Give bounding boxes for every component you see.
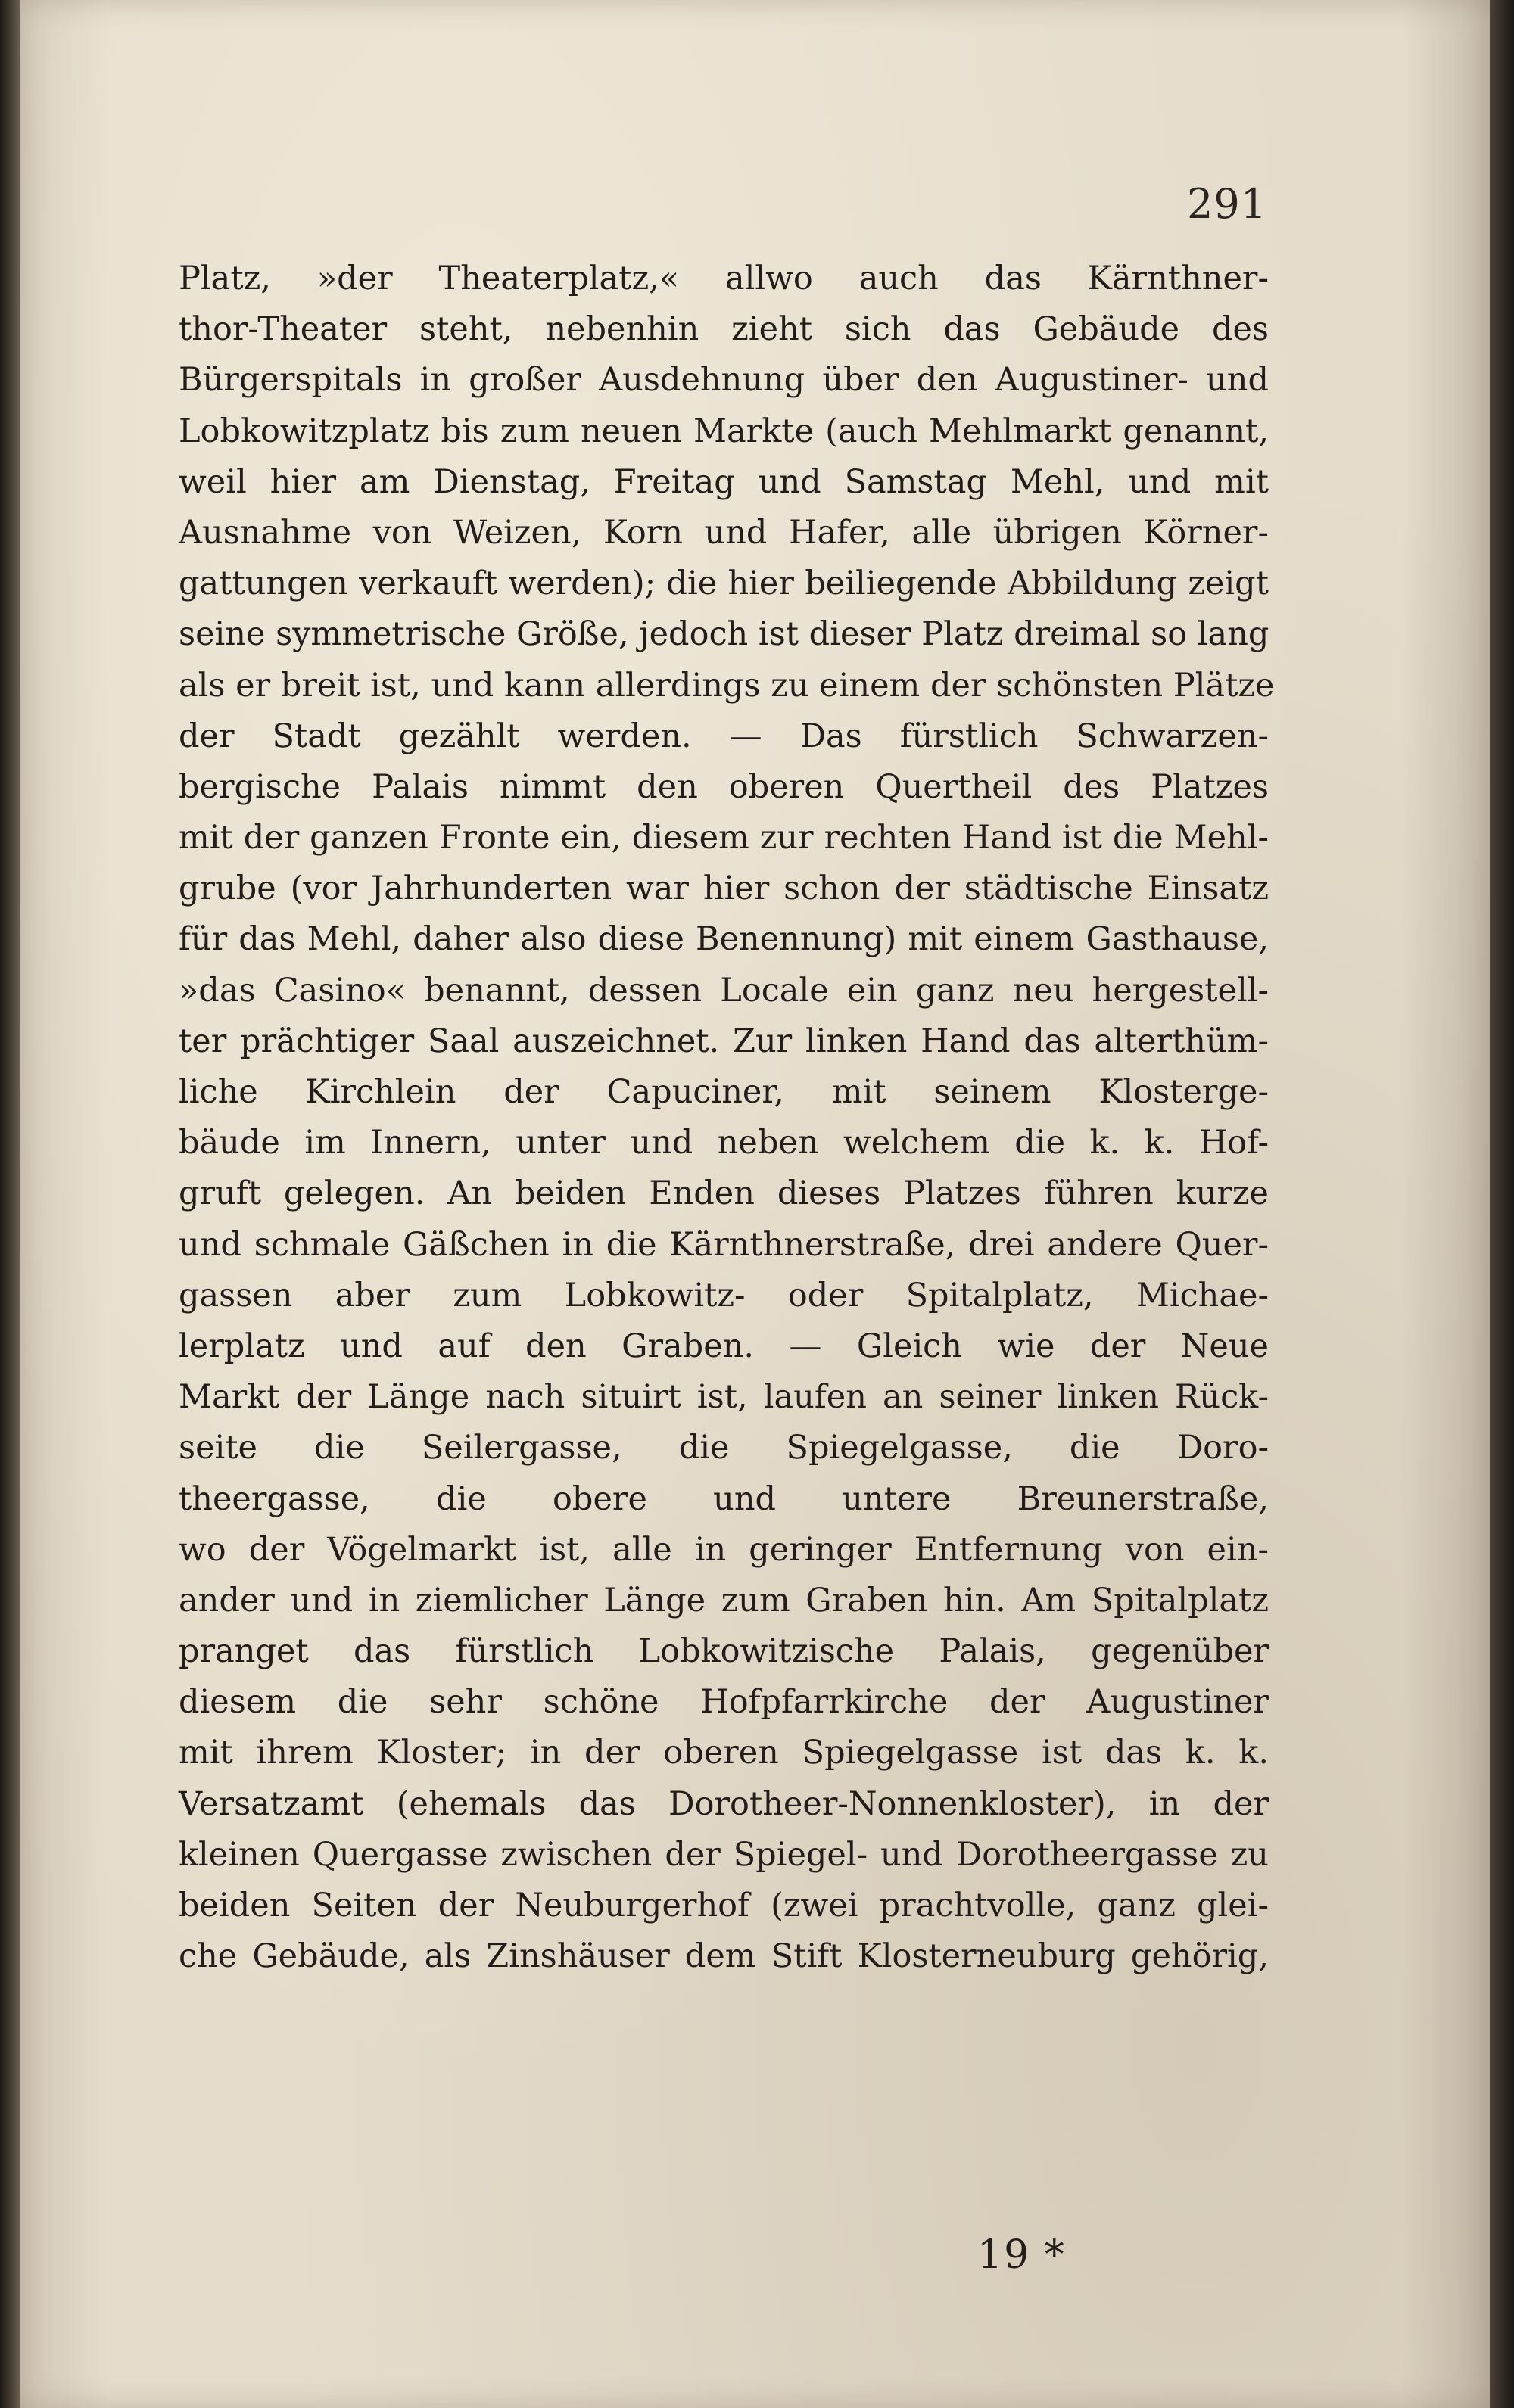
text-line: weil hier am Dienstag, Freitag und Samstag Mehl, und mit — [179, 462, 1269, 501]
text-line: bäude im Innern, unter und neben welchem die k. k. Hof- — [179, 1124, 1269, 1162]
text-line: gattungen verkauft werden); die hier beiliegende Abbildung zeigt — [179, 565, 1269, 603]
text-line: Bürgerspitals in großer Ausdehnung über den Augustiner- und — [179, 361, 1269, 400]
text-line: kleinen Quergasse zwischen der Spiegel- und Dorotheergasse zu — [179, 1835, 1269, 1874]
text-line: und schmale Gäßchen in die Kärnthnerstraße, drei andere Quer- — [179, 1225, 1269, 1264]
text-line: pranget das fürstlich Lobkowitzische Palais, gegenüber — [179, 1632, 1269, 1671]
text-line: bergische Palais nimmt den oberen Quertheil des Platzes — [179, 767, 1269, 806]
text-line: wo der Vögelmarkt ist, alle in geringer Entfernung von ein- — [179, 1530, 1269, 1569]
text-line: mit ihrem Kloster; in der oberen Spiegelgasse ist das k. k. — [179, 1734, 1269, 1772]
text-line: ander und in ziemlicher Länge zum Graben hin. Am Spitalplatz — [179, 1581, 1269, 1619]
text-line: für das Mehl, daher also diese Benennung) mit einem Gasthause, — [179, 920, 1269, 959]
text-line: gassen aber zum Lobkowitz- oder Spitalplatz, Michae- — [179, 1276, 1269, 1314]
text-line: diesem die sehr schöne Hofpfarrkirche der Augustiner — [179, 1683, 1269, 1722]
text-line: der Stadt gezählt werden. — Das fürstlich Schwarzen- — [179, 717, 1269, 755]
text-line: Platz, »der Theaterplatz,« allwo auch das Kärnthner- — [179, 260, 1269, 297]
text-line: lerplatz und auf den Graben. — Gleich wie der Neue — [179, 1327, 1269, 1365]
text-line: grube (vor Jahrhunderten war hier schon der städtische Einsatz — [179, 870, 1269, 908]
scan-left-edge — [0, 0, 20, 2408]
text-line: mit der ganzen Fronte ein, diesem zur rechten Hand ist die Mehl- — [179, 819, 1269, 857]
text-line: thor-Theater steht, nebenhin zieht sich das Gebäude des — [179, 310, 1269, 349]
text-line: seine symmetrische Größe, jedoch ist dieser Platz dreimal so lang — [179, 615, 1269, 654]
text-line: beiden Seiten der Neuburgerhof (zwei prachtvolle, ganz glei- — [179, 1887, 1269, 1924]
book-page — [20, 0, 1490, 2408]
text-line: seite die Seilergasse, die Spiegelgasse, die Doro- — [179, 1429, 1269, 1467]
text-line: gruft gelegen. An beiden Enden dieses Platzes führen kurze — [179, 1174, 1269, 1213]
scan-right-edge — [1490, 0, 1514, 2408]
signature-mark: 19 * — [977, 2232, 1066, 2278]
text-line: als er breit ist, und kann allerdings zu einem der schönsten Plätze — [179, 666, 1275, 705]
text-line: Versatzamt (ehemals das Dorotheer-Nonnenkloster), in der — [179, 1784, 1269, 1823]
text-line: che Gebäude, als Zinshäuser dem Stift Klosterneuburg gehörig, — [179, 1937, 1269, 1976]
text-line: Markt der Länge nach situirt ist, laufen an seiner linken Rück- — [179, 1378, 1269, 1417]
body-text — [179, 254, 1275, 1982]
page-number: 291 — [1187, 180, 1268, 228]
text-line: liche Kirchlein der Capuciner, mit seinem Klosterge- — [179, 1073, 1269, 1111]
text-line: »das Casino« benannt, dessen Locale ein ganz neu hergestell- — [179, 971, 1269, 1010]
text-line: Lobkowitzplatz bis zum neuen Markte (auch Mehlmarkt genannt, — [179, 412, 1269, 450]
text-line: Ausnahme von Weizen, Korn und Hafer, alle übrigen Körner- — [179, 513, 1269, 552]
text-line: ter prächtiger Saal auszeichnet. Zur linken Hand das alterthüm- — [179, 1022, 1269, 1060]
text-line: theergasse, die obere und untere Breunerstraße, — [179, 1479, 1269, 1518]
